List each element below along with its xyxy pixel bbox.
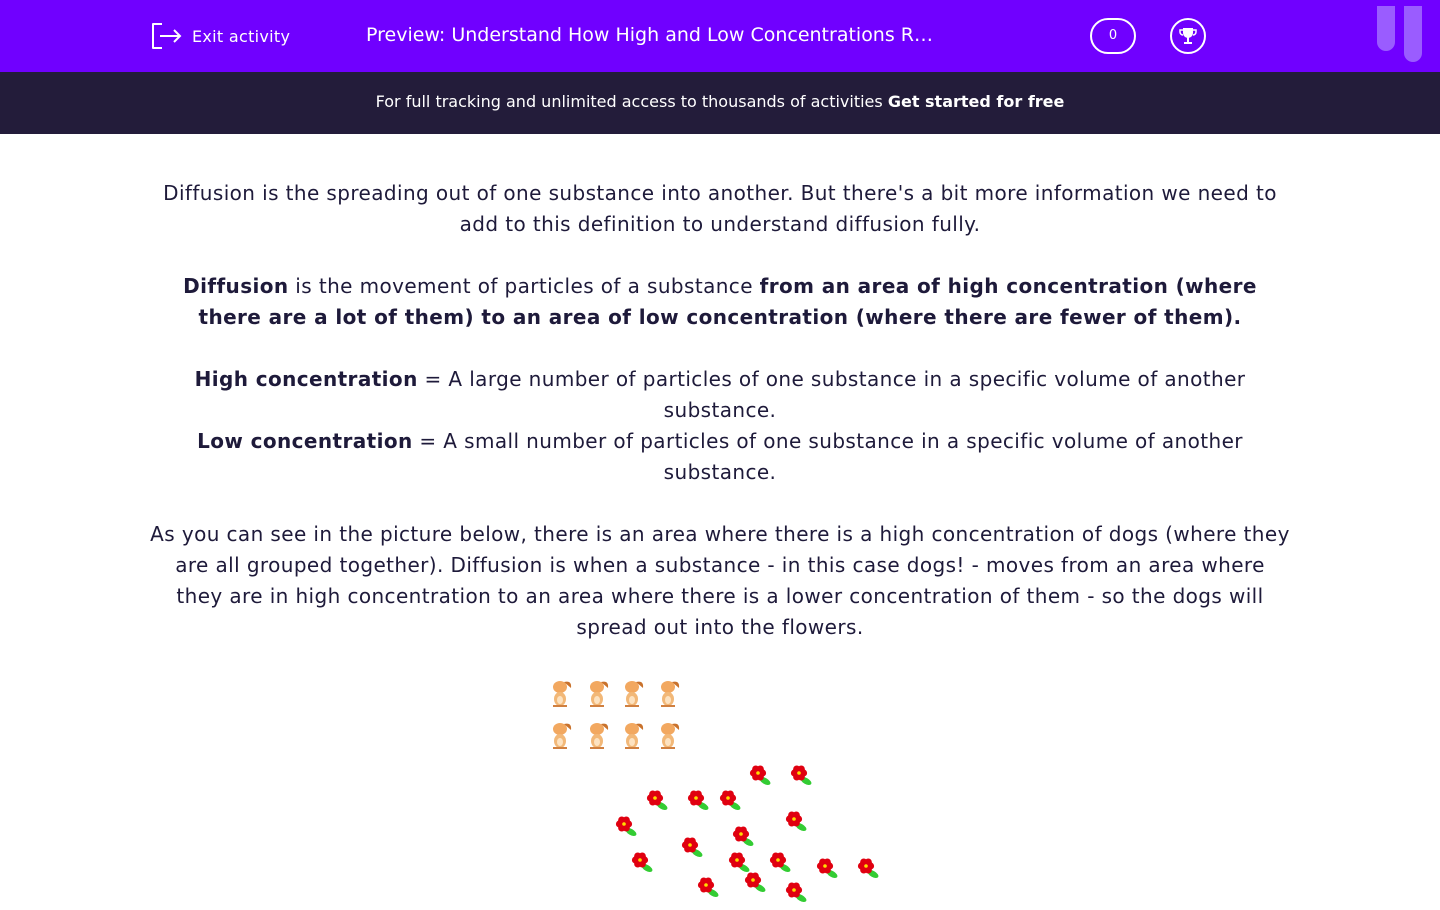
flower-icon [748,763,774,789]
top-bar [0,0,1440,72]
flower-icon [680,835,706,861]
term: High concentration [194,367,418,391]
exit-icon [150,22,182,50]
intro-paragraph: Diffusion is the spreading out of one substance into another. But there's a bit more information we need to add to this definition to understand diffusion fully. [163,181,1277,236]
flower-icon [856,856,882,882]
high-concentration-def [150,364,1290,426]
flower-icon [815,856,841,882]
flower-icon [686,788,712,814]
flower-icon [743,870,769,896]
flower-icon [718,788,744,814]
flower-icon [630,850,656,876]
text: = A large number of particles of one substance in a specific volume of another substance. [417,367,1246,422]
diffusion-illustration [0,643,1440,903]
dog-icon [620,678,646,708]
get-started-link[interactable]: Get started for free [887,92,1065,111]
flower-icon [696,875,722,901]
text: = A small number of particles of one substance in a specific volume of another substance. [412,429,1243,484]
flower-icon [784,880,810,906]
lesson-content [0,134,1440,643]
flower-icon [731,824,757,850]
signup-banner [0,72,1440,134]
flower-icon [784,809,810,835]
dog-icon [548,720,574,750]
term: Low concentration [197,429,413,453]
flower-icon [614,814,640,840]
definition-paragraph [150,271,1290,333]
tube-decoration [1404,6,1422,62]
flower-icon [768,850,794,876]
term: Diffusion [183,274,289,298]
example-paragraph: As you can see in the picture below, there is an area where there is a high concentration of dogs (where they are all grouped together). Diffusion is when a substance - in this case dogs! - moves from an area where they are in high concentration to an area where there is a lower concentration of them - so the dogs will spread out into the flowers. [150,522,1290,639]
text: is the movement of particles of a substance [288,274,760,298]
dog-icon [548,678,574,708]
tube-decoration [1377,6,1395,51]
dog-icon [656,720,682,750]
exit-activity-button[interactable] [150,22,290,50]
emphasis: from an area of high concentration (where there are a lot of them) to an area of low concentration (where there are fewer of them). [198,274,1257,329]
exit-label: Exit activity [192,26,291,46]
dog-icon [620,720,646,750]
dog-icon [585,678,611,708]
page-title: Preview: Understand How High and Low Concentrations R… [366,24,933,46]
dog-icon [585,720,611,750]
low-concentration-def [150,426,1290,488]
banner-text: For full tracking and unlimited access to thousands of activities [375,92,888,111]
score-counter: 0 [1090,18,1136,54]
trophy-icon [1178,26,1198,46]
dog-icon [656,678,682,708]
flower-icon [789,763,815,789]
flower-icon [645,788,671,814]
trophy-button[interactable] [1170,18,1206,54]
